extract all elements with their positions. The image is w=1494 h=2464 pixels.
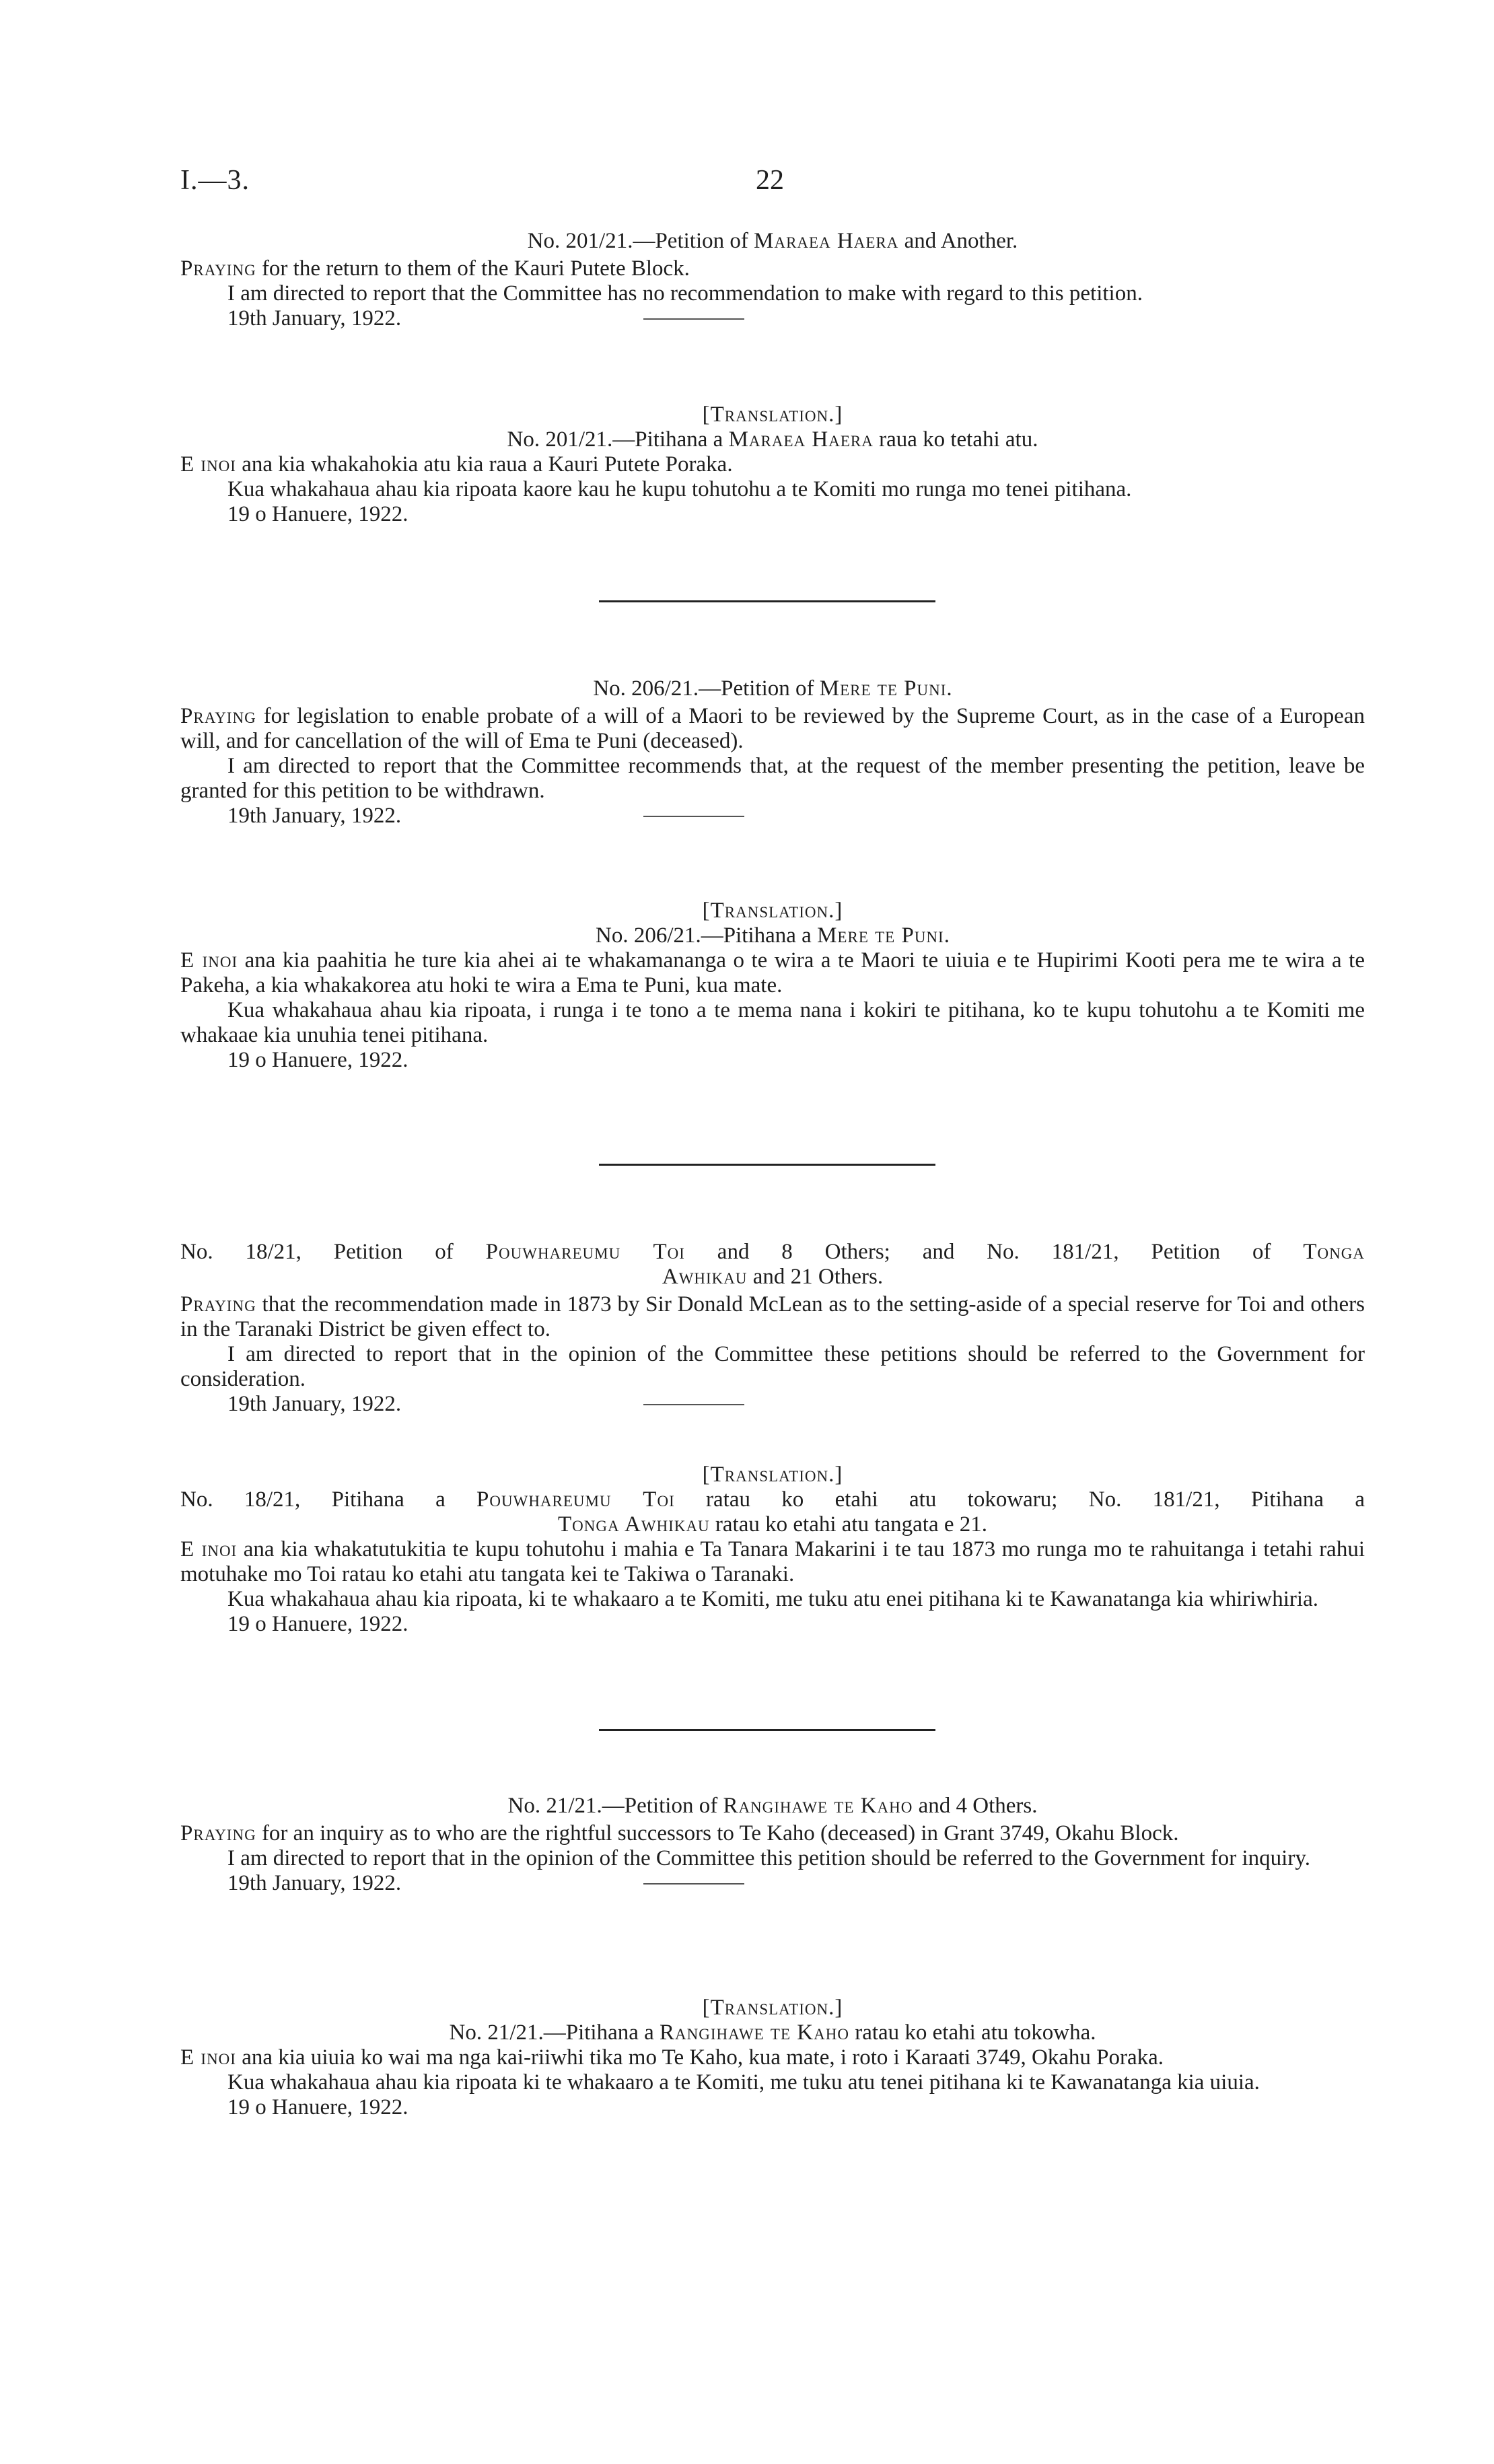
date-line bbox=[227, 1392, 1365, 1417]
petition-206-21 bbox=[180, 676, 1365, 829]
praying-text: for the return to them of the Kauri Putete Block. bbox=[256, 256, 690, 281]
praying-lead: E inoi bbox=[180, 2045, 236, 2070]
praying-paragraph bbox=[180, 256, 1365, 281]
praying-lead: E inoi bbox=[180, 452, 236, 477]
report-date: 19 o Hanuere, 1922. bbox=[227, 2095, 408, 2119]
page-header bbox=[180, 165, 1366, 202]
title-text: No. 18/21, Petition of bbox=[180, 1240, 486, 1264]
petitioner-name: Rangihawe te Kaho bbox=[723, 1794, 913, 1818]
report-date: 19 o Hanuere, 1922. bbox=[227, 502, 408, 526]
date-line bbox=[227, 306, 1365, 331]
report-date: 19th January, 1922. bbox=[227, 1392, 402, 1416]
praying-text: ana kia uiuia ko wai ma nga kai-riiwhi tika mo Te Kaho, kua mate, i roto i Karaati 3749, Okahu Poraka. bbox=[236, 2045, 1164, 2070]
praying-text: ana kia whakatutukitia te kupu tohutohu i mahia e Ta Tanara Makarini i te tau 1873 mo runga mo te rahuitanga i tetahi rahui motuhake mo Toi ratau ko etahi atu tangata kei te Takiwa o Taranaki. bbox=[180, 1537, 1365, 1586]
title-text: . bbox=[944, 923, 950, 948]
title-text: and 21 Others. bbox=[747, 1265, 884, 1289]
petitioner-name: Mere te Puni bbox=[819, 676, 947, 701]
praying-paragraph bbox=[180, 1292, 1365, 1342]
title-text: ratau ko etahi atu tokowha. bbox=[849, 2020, 1096, 2045]
title-text: . bbox=[946, 676, 952, 701]
translation-title bbox=[180, 1487, 1365, 1512]
translation-title bbox=[180, 2020, 1365, 2045]
petitioner-name: Pouwhareumu Toi bbox=[485, 1240, 685, 1264]
section-divider bbox=[599, 600, 935, 602]
praying-paragraph bbox=[180, 1537, 1365, 1587]
praying-lead: E inoi bbox=[180, 948, 238, 973]
petition-201-21-translation bbox=[180, 402, 1365, 527]
report-date: 19 o Hanuere, 1922. bbox=[227, 1612, 408, 1636]
petitioner-name: Mere te Puni bbox=[817, 923, 944, 948]
title-text: No. 18/21, Pitihana a bbox=[180, 1487, 477, 1512]
petitioner-name: Tonga bbox=[1303, 1240, 1365, 1264]
title-text: No. 201/21.—Petition of bbox=[527, 229, 754, 253]
report-date: 19th January, 1922. bbox=[227, 306, 402, 330]
report-paragraph: I am directed to report that the Committee recommends that, at the request of the member presenting the petition, leave be granted for this petition to be withdrawn. bbox=[180, 754, 1365, 803]
report-paragraph: I am directed to report that in the opinion of the Committee this petition should be referred to the Government for inquiry. bbox=[227, 1846, 1310, 1870]
petition-201-21 bbox=[180, 229, 1365, 331]
title-text: No. 206/21.—Pitihana a bbox=[596, 923, 818, 948]
petition-title bbox=[180, 676, 1365, 701]
divider bbox=[643, 318, 744, 320]
translation-heading: [Translation.] bbox=[702, 402, 843, 427]
report-paragraph: I am directed to report that the Committee has no recommendation to make with regard to this petition. bbox=[227, 281, 1143, 306]
title-text: and 4 Others. bbox=[913, 1794, 1038, 1818]
translation-title-line2 bbox=[180, 1512, 1365, 1537]
petition-title bbox=[180, 1240, 1365, 1265]
translation-heading: [Translation.] bbox=[702, 1996, 843, 2020]
title-text: ratau ko etahi atu tangata e 21. bbox=[709, 1512, 987, 1537]
page-number: 22 bbox=[756, 165, 784, 196]
praying-text: for legislation to enable probate of a will of a Maori to be reviewed by the Supreme Court, as in the case of a European will, and for cancellation of the will of Ema te Puni (deceased). bbox=[180, 704, 1365, 753]
praying-lead: Praying bbox=[180, 1821, 256, 1845]
praying-lead: Praying bbox=[180, 1292, 256, 1316]
translation-title bbox=[180, 923, 1365, 948]
paper-reference: I.—3. bbox=[180, 165, 250, 196]
praying-lead: E inoi bbox=[180, 1537, 238, 1561]
petitioner-name: Rangihawe te Kaho bbox=[660, 2020, 849, 2045]
petitioner-name: Maraea Haera bbox=[728, 427, 874, 452]
title-text: No. 201/21.—Pitihana a bbox=[507, 427, 729, 452]
title-text: No. 21/21.—Pitihana a bbox=[449, 2020, 660, 2045]
petition-title bbox=[180, 1794, 1365, 1819]
title-text: No. 21/21.—Petition of bbox=[507, 1794, 723, 1818]
petition-title-line2 bbox=[180, 1265, 1365, 1290]
petition-206-21-translation bbox=[180, 899, 1365, 1073]
praying-text: for an inquiry as to who are the rightful successors to Te Kaho (deceased) in Grant 3749, Okahu Block. bbox=[256, 1821, 1179, 1845]
praying-text: that the recommendation made in 1873 by Sir Donald McLean as to the setting-aside of a special reserve for Toi and others in the Taranaki District be given effect to. bbox=[180, 1292, 1365, 1341]
praying-paragraph bbox=[180, 2045, 1365, 2070]
translation-heading: [Translation.] bbox=[702, 1463, 843, 1487]
petition-21-21 bbox=[180, 1794, 1365, 1896]
report-date: 19th January, 1922. bbox=[227, 1871, 402, 1895]
praying-paragraph bbox=[180, 452, 1365, 477]
petitioner-name: Tonga Awhikau bbox=[558, 1512, 710, 1537]
title-text: raua ko tetahi atu. bbox=[873, 427, 1038, 452]
praying-text: ana kia paahitia he ture kia ahei ai te whakamananga o te wira a te Maori te uiuia e te Hupirimi Kooti pera me te wira a te Pakeha, a kia whakakorea atu hoki te wira a Ema te Puni, kua mate. bbox=[180, 948, 1365, 997]
petition-21-21-translation bbox=[180, 1996, 1365, 2120]
report-date: 19 o Hanuere, 1922. bbox=[227, 1048, 408, 1072]
divider bbox=[643, 1883, 744, 1885]
title-text: and 8 Others; and No. 181/21, Petition of bbox=[684, 1240, 1304, 1264]
title-text: No. 206/21.—Petition of bbox=[593, 676, 820, 701]
title-text: ratau ko etahi atu tokowaru; No. 181/21, Pitihana a bbox=[674, 1487, 1365, 1512]
report-paragraph: I am directed to report that in the opinion of the Committee these petitions should be referred to the Government for consideration. bbox=[180, 1342, 1365, 1391]
praying-lead: Praying bbox=[180, 704, 256, 728]
section-divider bbox=[599, 1729, 935, 1731]
petition-18-21-translation bbox=[180, 1463, 1365, 1637]
report-date: 19th January, 1922. bbox=[227, 804, 402, 828]
praying-lead: Praying bbox=[180, 256, 256, 281]
petitioner-name: Pouwhareumu Toi bbox=[476, 1487, 675, 1512]
petitioner-name: Awhikau bbox=[662, 1265, 748, 1289]
divider bbox=[643, 816, 744, 817]
date-line bbox=[227, 1871, 1365, 1896]
report-paragraph: Kua whakahaua ahau kia ripoata, ki te whakaaro a te Komiti, me tuku atu enei pitihana ki te Kawanatanga kia whiriwhiria. bbox=[227, 1587, 1318, 1611]
praying-text: ana kia whakahokia atu kia raua a Kauri Putete Poraka. bbox=[236, 452, 733, 477]
translation-heading: [Translation.] bbox=[702, 899, 843, 923]
divider bbox=[643, 1404, 744, 1405]
petition-title bbox=[180, 229, 1365, 254]
report-paragraph: Kua whakahaua ahau kia ripoata, i runga i te tono a te mema nana i kokiri te pitihana, ko te kupu tohutohu a te Komiti me whakaae kia unuhia tenei pitihana. bbox=[180, 998, 1365, 1047]
petition-18-21-and-181-21 bbox=[180, 1240, 1365, 1417]
petitioner-name: Maraea Haera bbox=[754, 229, 899, 253]
praying-paragraph bbox=[180, 704, 1365, 754]
report-paragraph: Kua whakahaua ahau kia ripoata ki te whakaaro a te Komiti, me tuku atu tenei pitihana ki te Kawanatanga kia uiuia. bbox=[227, 2070, 1260, 2095]
praying-paragraph bbox=[180, 948, 1365, 998]
date-line bbox=[227, 804, 1365, 829]
title-text: and Another. bbox=[898, 229, 1018, 253]
praying-paragraph bbox=[180, 1821, 1365, 1846]
section-divider bbox=[599, 1164, 935, 1166]
translation-title bbox=[180, 427, 1365, 452]
report-paragraph: Kua whakahaua ahau kia ripoata kaore kau he kupu tohutohu a te Komiti mo runga mo tenei pitihana. bbox=[227, 477, 1132, 501]
